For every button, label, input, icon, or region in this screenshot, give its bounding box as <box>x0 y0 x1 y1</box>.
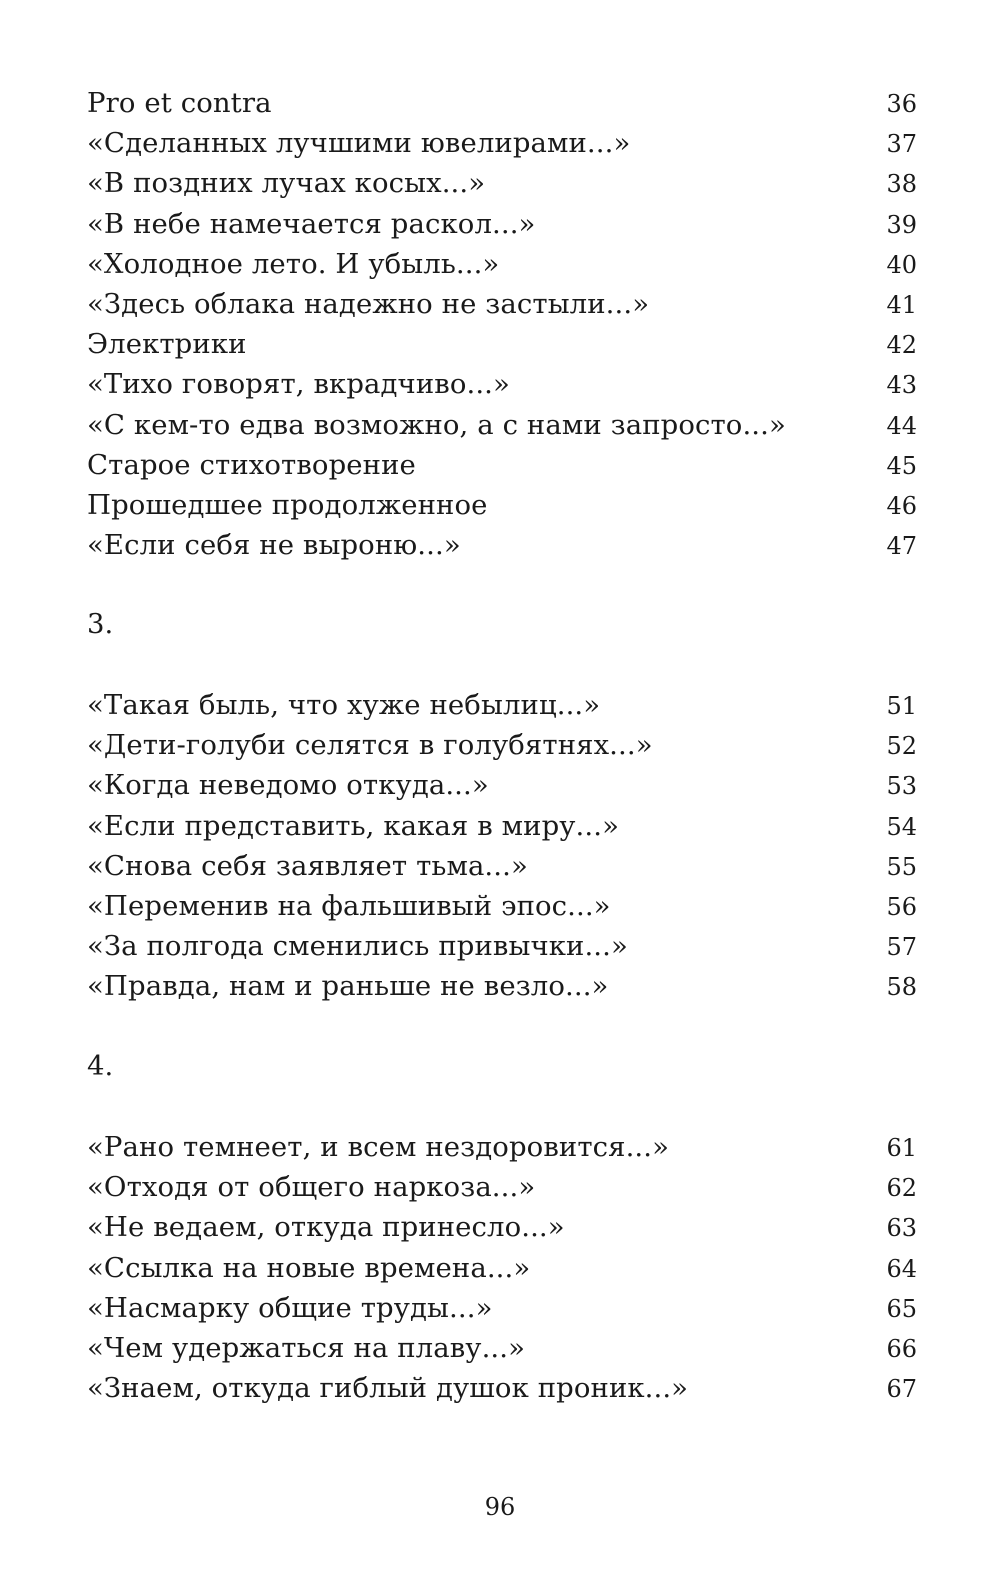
toc-entry <box>87 1127 917 1167</box>
toc-entry-title: «Такая быль, что хуже небылиц...» <box>87 689 601 721</box>
toc-entry <box>87 806 917 846</box>
toc-entry <box>87 1328 917 1368</box>
toc-entry-page: 54 <box>886 812 917 841</box>
toc-entry-page: 53 <box>886 772 917 801</box>
toc-entry <box>87 485 917 525</box>
toc-entry-title: «Правда, нам и раньше не везло...» <box>87 970 609 1003</box>
toc-entry-title: «Сделанных лучшими ювелирами...» <box>87 127 631 160</box>
toc-entry-page: 52 <box>886 732 917 761</box>
toc-entry-title: «Холодное лето. И убыль...» <box>87 247 500 280</box>
toc-entry <box>87 1167 917 1207</box>
toc-entry-page: 64 <box>886 1254 917 1283</box>
toc-entry <box>87 244 917 284</box>
toc-entry-page: 38 <box>886 170 917 199</box>
toc-entry <box>87 926 917 966</box>
toc-entry-page: 39 <box>886 210 917 239</box>
section-heading-4: 4. <box>87 1050 114 1082</box>
toc-entry <box>87 846 917 886</box>
toc-entry-page: 67 <box>886 1375 917 1404</box>
toc-entry <box>87 886 917 926</box>
toc-entry-page: 46 <box>886 491 917 520</box>
toc-entry-page: 43 <box>886 371 917 400</box>
toc-entry-title: «Насмарку общие труды...» <box>87 1291 493 1324</box>
toc-entry-page: 47 <box>886 532 917 561</box>
page-number: 96 <box>484 1493 516 1521</box>
toc-entry-title: «Если себя не выроню...» <box>87 529 461 562</box>
toc-entry <box>87 1288 917 1328</box>
toc-entry <box>87 1368 917 1408</box>
toc-entry-page: 62 <box>886 1174 917 1203</box>
toc-entry <box>87 685 917 725</box>
toc-entry <box>87 445 917 485</box>
toc-entry-page: 44 <box>886 411 917 440</box>
toc-entry-page: 58 <box>886 973 917 1002</box>
toc-entry <box>87 83 917 123</box>
toc-entry <box>87 725 917 765</box>
toc-entry <box>87 525 917 565</box>
toc-entry-title: «Не ведаем, откуда принесло...» <box>87 1211 565 1244</box>
toc-entry-title: «Если представить, какая в миру...» <box>87 809 620 842</box>
toc-entry <box>87 163 917 203</box>
toc-entry-title: «В поздних лучах косых...» <box>87 167 486 200</box>
toc-entry-title: «Чем удержаться на плаву...» <box>87 1331 526 1364</box>
toc-entry-page: 42 <box>886 331 917 360</box>
toc-entry <box>87 123 917 163</box>
toc-entry-title: Прошедшее продолженное <box>87 488 488 521</box>
toc-entry-title: «Ссылка на новые времена...» <box>87 1251 531 1284</box>
toc-entry-page: 36 <box>886 90 917 118</box>
toc-entry-page: 40 <box>886 250 917 279</box>
toc-group-4 <box>87 1127 917 1408</box>
toc-entry-title: «Рано темнеет, и всем нездоровится...» <box>87 1131 670 1163</box>
toc-entry-page: 56 <box>886 892 917 921</box>
toc-entry <box>87 324 917 364</box>
toc-entry-page: 57 <box>886 933 917 962</box>
toc-entry-title: «С кем-то едва возможно, а с нами запросто...» <box>87 408 786 441</box>
toc-entry-title: «Знаем, откуда гиблый душок проник...» <box>87 1372 689 1405</box>
section-heading-3: 3. <box>87 608 114 640</box>
toc-entry-title: «Переменив на фальшивый эпос...» <box>87 889 611 922</box>
toc-group-2 <box>87 83 917 565</box>
toc-entry-page: 61 <box>886 1134 917 1162</box>
toc-entry-title: «Снова себя заявляет тьма...» <box>87 849 528 882</box>
toc-entry-title: «Отходя от общего наркоза...» <box>87 1171 536 1204</box>
toc-entry-page: 63 <box>886 1214 917 1243</box>
toc-entry-page: 65 <box>886 1294 917 1323</box>
toc-entry-page: 55 <box>886 852 917 881</box>
toc-entry-page: 51 <box>886 692 917 720</box>
toc-entry <box>87 284 917 324</box>
toc-entry-title: «Тихо говорят, вкрадчиво...» <box>87 368 510 401</box>
toc-entry <box>87 765 917 805</box>
toc-entry-title: «За полгода сменились привычки...» <box>87 930 628 963</box>
toc-entry-title: «Когда неведомо откуда...» <box>87 769 489 802</box>
toc-group-3 <box>87 685 917 1007</box>
toc-entry-title: «В небе намечается раскол...» <box>87 207 536 240</box>
toc-entry <box>87 1248 917 1288</box>
toc-entry <box>87 1207 917 1247</box>
toc-entry <box>87 204 917 244</box>
toc-entry-title: Pro et contra <box>87 87 272 119</box>
toc-entry-title: Электрики <box>87 328 247 361</box>
toc-entry-page: 41 <box>886 290 917 319</box>
toc-entry-page: 66 <box>886 1334 917 1363</box>
toc-entry-title: «Здесь облака надежно не застыли...» <box>87 287 650 320</box>
toc-entry <box>87 364 917 404</box>
toc-entry <box>87 405 917 445</box>
toc-entry <box>87 966 917 1006</box>
toc-entry-page: 37 <box>886 130 917 159</box>
toc-entry-page: 45 <box>886 451 917 480</box>
toc-entry-title: Старое стихотворение <box>87 448 416 481</box>
toc-entry-title: «Дети-голуби селятся в голубятнях...» <box>87 729 653 762</box>
